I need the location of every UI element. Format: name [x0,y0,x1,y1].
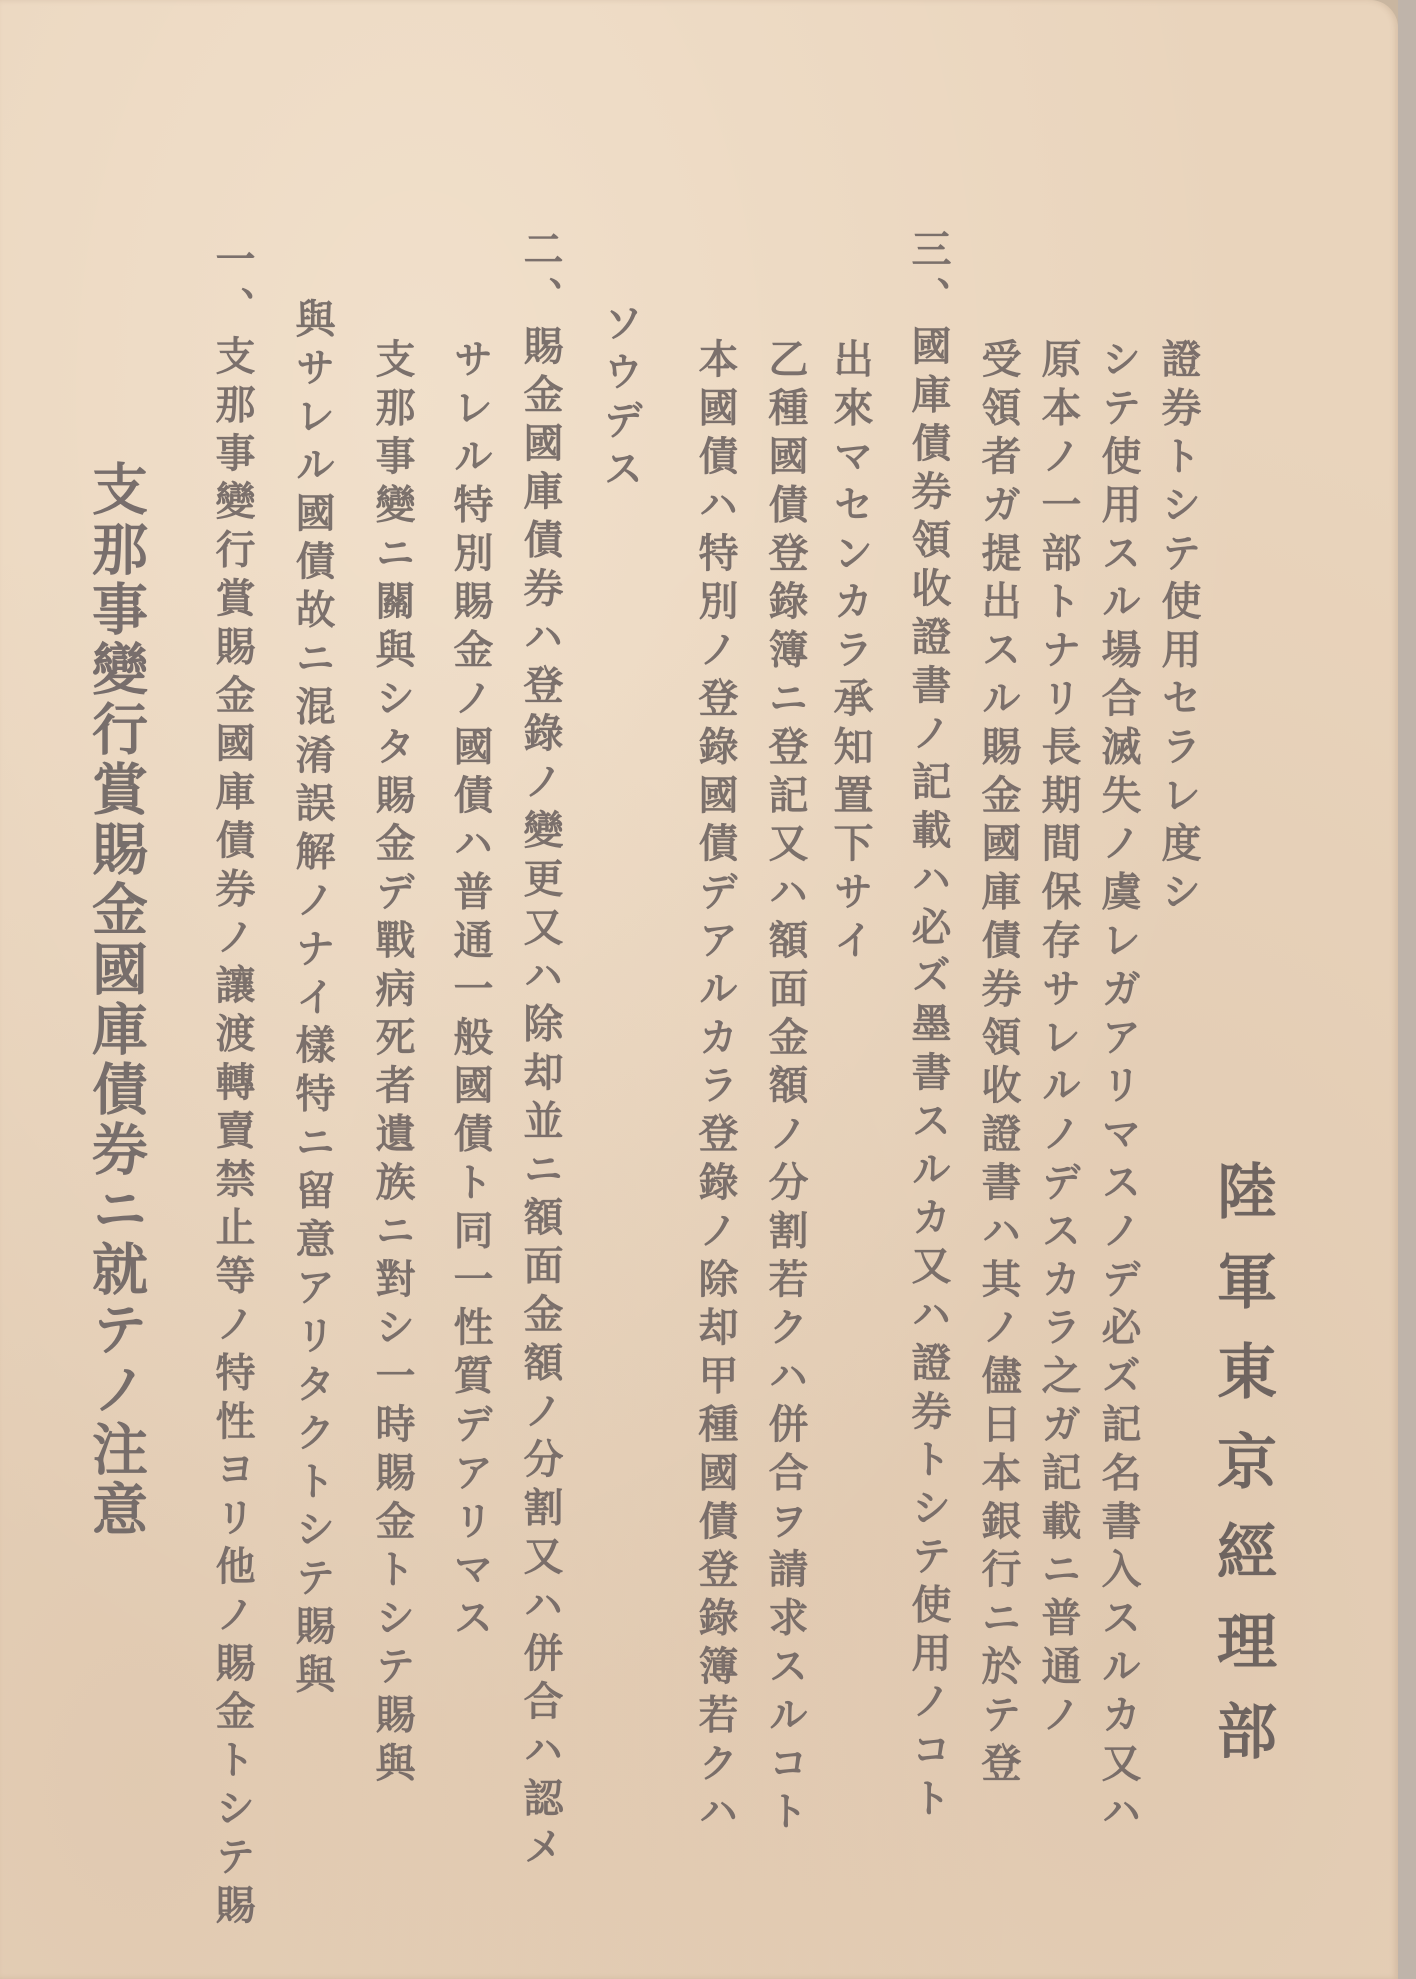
text-line-9: ソウデス [597,302,644,496]
document-title: 支那事變行賞賜金國庫債券ニ就テノ注意 [83,460,149,1540]
item-3-heading-line: 三、國庫債券領收證書ノ記載ハ必ズ墨書スルカ又ハ證券トシテ使用ノコト [905,228,952,1826]
text-line-13: 與サレル國債故ニ混淆誤解ノナイ樣特ニ留意アリタクトシテ賜與 [289,298,336,1702]
text-line-3: 原本ノ一部トナリ長期間保存サレルノデスカラ之ガ記載ニ普通ノ [1035,338,1082,1742]
issuer-header: 陸軍東京經理部 [1207,1160,1277,1790]
item-1-heading-line: 一、支那事變行賞賜金國庫債券ノ讓渡轉賣禁止等ノ特性ヨリ他ノ賜金トシテ賜 [209,238,256,1932]
text-line-8: 本國債ハ特別ノ登錄國債デアルカラ登錄ノ除却甲種國債登錄簿若クハ [692,338,739,1839]
item-2-heading-line: 二、賜金國庫債券ハ登錄ノ變更又ハ除却並ニ額面金額ノ分割又ハ併合ハ認メ [517,228,564,1874]
text-line-7: 乙種國債登錄簿ニ登記又ハ額面金額ノ分割若クハ併合ヲ請求スルコト [762,338,809,1839]
text-line-12: 支那事變ニ關與シタ賜金デ戰病死者遺族ニ對シ一時賜金トシテ賜與 [369,338,416,1790]
text-line-2: シテ使用スル場合滅失ノ虞レガアリマスノデ必ズ記名書入スルカ又ハ [1095,338,1142,1839]
text-line-6: 出來マセンカラ承知置下サイ [827,338,874,968]
text-line-11: サレル特別賜金ノ國債ハ普通一般國債ト同一性質デアリマス [447,338,494,1645]
text-line-4: 受領者ガ提出スル賜金國庫債券領收證書ハ其ノ儘日本銀行ニ於テ登 [975,338,1022,1790]
text-line-1: 證券トシテ使用セラレ度シ [1155,338,1202,919]
scan-backdrop [1398,0,1416,1979]
